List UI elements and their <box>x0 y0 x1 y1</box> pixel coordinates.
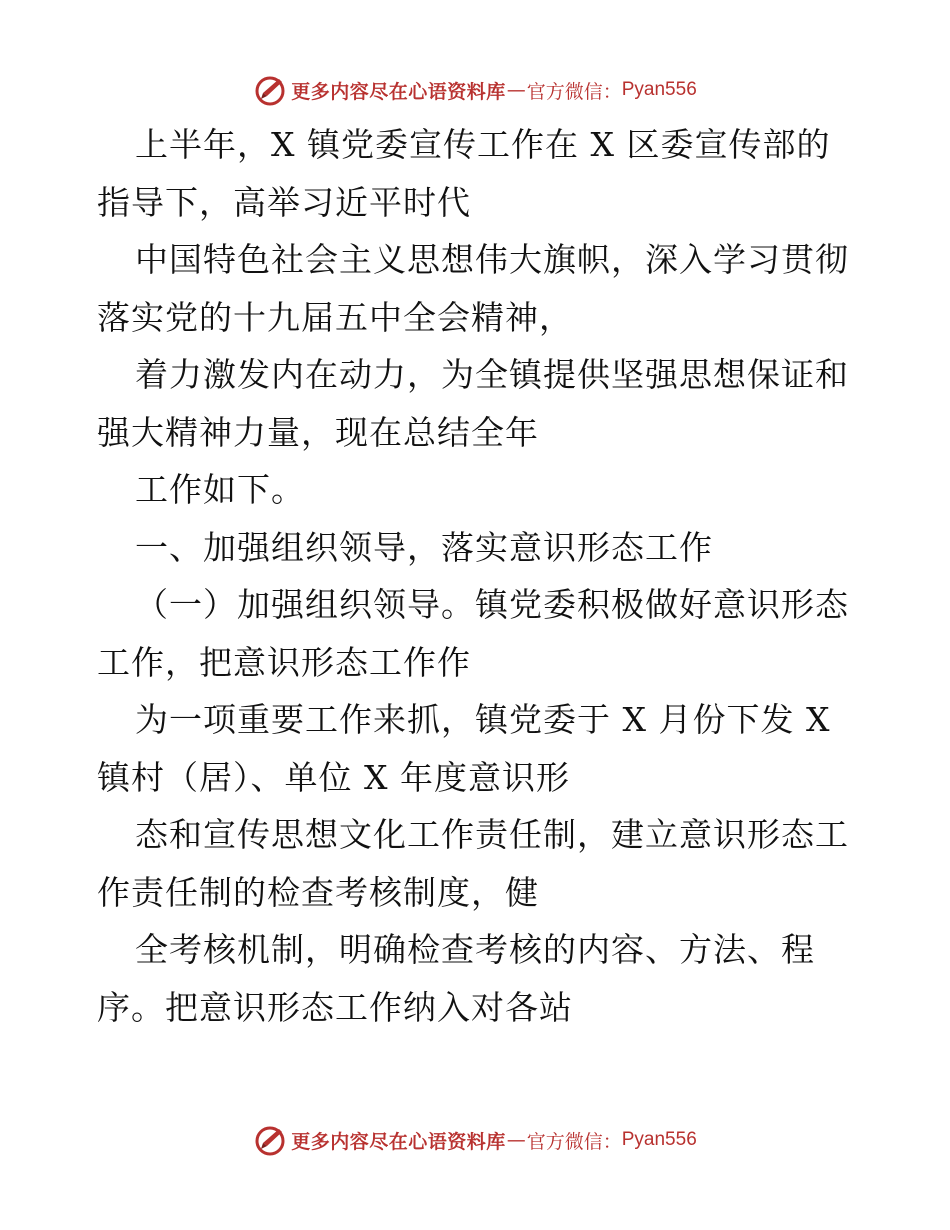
pen-logo-icon <box>253 73 287 107</box>
header-wechat-label: 官方微信： <box>526 80 622 103</box>
subsection-line: （一）加强组织领导。镇党委积极做好意识形态 <box>135 585 849 624</box>
body-line: 全考核机制，明确检查考核的内容、方法、程 <box>135 930 815 969</box>
header-dash: — <box>506 79 526 101</box>
footer-wechat-id: Pyan556 <box>621 1129 697 1150</box>
header-banner <box>0 70 950 110</box>
footer-wechat-label: 官方微信： <box>526 1130 622 1153</box>
body-line: 着力激发内在动力，为全镇提供坚强思想保证和 <box>135 355 849 394</box>
pen-logo-icon <box>253 1123 287 1157</box>
body-line: 工作如下。 <box>135 470 305 509</box>
body-line: 镇村（居）、单位 X 年度意识形 <box>97 757 570 797</box>
footer-brand-text: 更多内容尽在心语资料库 <box>291 1130 506 1153</box>
document-body <box>97 116 857 1036</box>
section-heading: 一、加强组织领导，落实意识形态工作 <box>135 527 713 567</box>
header-wechat-id: Pyan556 <box>621 79 697 100</box>
body-line: 作责任制的检查考核制度，健 <box>97 872 539 912</box>
body-line: 中国特色社会主义思想伟大旗帜，深入学习贯彻 <box>135 240 849 279</box>
footer-dash: — <box>506 1129 526 1151</box>
body-line: 态和宣传思想文化工作责任制，建立意识形态工 <box>135 815 849 854</box>
body-line: 上半年，X 镇党委宣传工作在 X 区委宣传部的 <box>135 125 831 164</box>
body-line: 强大精神力量，现在总结全年 <box>97 412 539 452</box>
header-brand-text: 更多内容尽在心语资料库 <box>291 80 506 103</box>
body-line: 序。把意识形态工作纳入对各站 <box>97 987 573 1027</box>
footer-banner <box>0 1120 950 1160</box>
body-line: 指导下，高举习近平时代 <box>97 182 471 222</box>
body-line: 落实党的十九届五中全会精神， <box>97 297 573 337</box>
body-line: 为一项重要工作来抓，镇党委于 X 月份下发 X <box>135 700 831 739</box>
body-line: 工作，把意识形态工作作 <box>97 642 471 682</box>
